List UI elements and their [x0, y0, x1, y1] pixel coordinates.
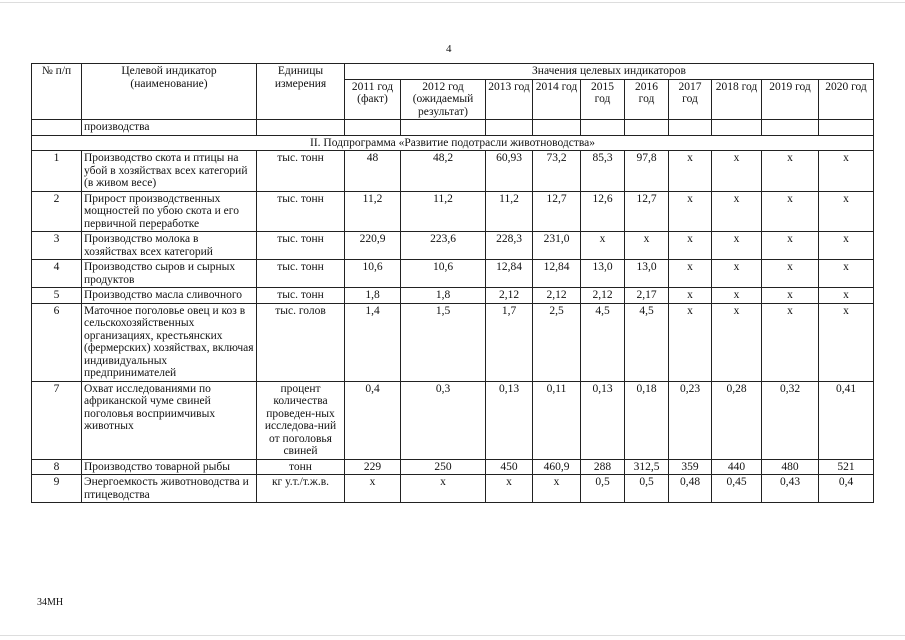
- unit-cell: процент количества проведен-ных исследова-ний от поголовья свиней: [257, 381, 345, 459]
- table-row: [32, 151, 874, 192]
- value-cell: 97,8: [625, 151, 669, 192]
- value-cell: 0,43: [762, 475, 819, 503]
- value-cell: х: [762, 151, 819, 192]
- header-year: 2020 год: [819, 79, 874, 120]
- value-cell: 220,9: [345, 232, 401, 260]
- table-row: [32, 459, 874, 475]
- header-year: 2011 год (факт): [345, 79, 401, 120]
- value-cell: 1,4: [345, 303, 401, 381]
- value-cell: х: [819, 232, 874, 260]
- value-cell: х: [819, 260, 874, 288]
- value-cell: 60,93: [486, 151, 533, 192]
- value-cell: 288: [581, 459, 625, 475]
- value-cell: 48: [345, 151, 401, 192]
- table-row: [32, 260, 874, 288]
- unit-cell: тонн: [257, 459, 345, 475]
- value-cell: 1,8: [345, 288, 401, 304]
- scan-edge-bottom: [0, 635, 905, 636]
- row-number: 1: [32, 151, 82, 192]
- value-cell: 223,6: [401, 232, 486, 260]
- value-cell: 12,6: [581, 191, 625, 232]
- value-cell: 312,5: [625, 459, 669, 475]
- table-row: [32, 381, 874, 459]
- value-cell: 231,0: [533, 232, 581, 260]
- header-num: № п/п: [32, 64, 82, 120]
- value-cell: 2,12: [533, 288, 581, 304]
- header-unit: Единицы измерения: [257, 64, 345, 120]
- indicator-name: Производство скота и птицы на убой в хозяйствах всех категорий (в живом весе): [82, 151, 257, 192]
- value-cell: х: [819, 303, 874, 381]
- table-row: [32, 288, 874, 304]
- value-cell: х: [669, 191, 712, 232]
- value-cell: х: [345, 475, 401, 503]
- value-cell: 11,2: [345, 191, 401, 232]
- value-cell: х: [819, 288, 874, 304]
- value-cell: х: [712, 288, 762, 304]
- value-cell: х: [712, 191, 762, 232]
- header-year: 2012 год (ожидаемый результат): [401, 79, 486, 120]
- value-cell: х: [819, 191, 874, 232]
- value-cell: 12,7: [625, 191, 669, 232]
- value-cell: х: [533, 475, 581, 503]
- header-year: 2013 год: [486, 79, 533, 120]
- value-cell: 460,9: [533, 459, 581, 475]
- value-cell: 2,12: [581, 288, 625, 304]
- unit-cell: тыс. голов: [257, 303, 345, 381]
- value-cell: 12,84: [533, 260, 581, 288]
- value-cell: 521: [819, 459, 874, 475]
- footer-code: 34МН: [37, 597, 64, 608]
- value-cell: х: [669, 151, 712, 192]
- unit-cell: кг у.т./т.ж.в.: [257, 475, 345, 503]
- indicator-name: Производство масла сливочного: [82, 288, 257, 304]
- row-number: 5: [32, 288, 82, 304]
- header-year: 2016 год: [625, 79, 669, 120]
- row-number: 8: [32, 459, 82, 475]
- value-cell: 250: [401, 459, 486, 475]
- value-cell: 0,13: [581, 381, 625, 459]
- indicator-name: Маточное поголовье овец и коз в сельскохозяйственных организациях, крестьянских (фермерских) хозяйствах, включая индивидуальных предпринимателей: [82, 303, 257, 381]
- indicator-name: Производство сыров и сырных продуктов: [82, 260, 257, 288]
- indicators-table: [31, 63, 874, 503]
- value-cell: 480: [762, 459, 819, 475]
- carry-over-text: производства: [82, 120, 257, 136]
- row-number: 2: [32, 191, 82, 232]
- table-row: [32, 191, 874, 232]
- indicator-name: Энергоемкость животноводства и птицеводства: [82, 475, 257, 503]
- value-cell: 11,2: [401, 191, 486, 232]
- row-number: 3: [32, 232, 82, 260]
- header-year: 2015 год: [581, 79, 625, 120]
- value-cell: 0,41: [819, 381, 874, 459]
- value-cell: х: [762, 260, 819, 288]
- header-year: 2014 год: [533, 79, 581, 120]
- value-cell: 0,48: [669, 475, 712, 503]
- value-cell: 2,12: [486, 288, 533, 304]
- unit-cell: тыс. тонн: [257, 232, 345, 260]
- table-row: [32, 475, 874, 503]
- value-cell: 12,84: [486, 260, 533, 288]
- value-cell: х: [625, 232, 669, 260]
- value-cell: 10,6: [345, 260, 401, 288]
- table-row: [32, 303, 874, 381]
- value-cell: 0,4: [345, 381, 401, 459]
- value-cell: 359: [669, 459, 712, 475]
- value-cell: 0,11: [533, 381, 581, 459]
- section-title: II. Подпрограмма «Развитие подотрасли животноводства»: [32, 135, 874, 151]
- page-number: 4: [446, 43, 452, 55]
- value-cell: 85,3: [581, 151, 625, 192]
- value-cell: х: [712, 303, 762, 381]
- row-number: 6: [32, 303, 82, 381]
- value-cell: 48,2: [401, 151, 486, 192]
- carry-over-row: [32, 120, 874, 136]
- indicator-name: Производство товарной рыбы: [82, 459, 257, 475]
- value-cell: 228,3: [486, 232, 533, 260]
- value-cell: 2,17: [625, 288, 669, 304]
- value-cell: 0,28: [712, 381, 762, 459]
- value-cell: 1,7: [486, 303, 533, 381]
- value-cell: х: [762, 191, 819, 232]
- value-cell: х: [762, 303, 819, 381]
- unit-cell: тыс. тонн: [257, 151, 345, 192]
- row-number: 4: [32, 260, 82, 288]
- indicator-name: Прирост производственных мощностей по убою скота и его первичной переработке: [82, 191, 257, 232]
- value-cell: 11,2: [486, 191, 533, 232]
- value-cell: 0,45: [712, 475, 762, 503]
- value-cell: х: [581, 232, 625, 260]
- value-cell: 0,32: [762, 381, 819, 459]
- value-cell: 2,5: [533, 303, 581, 381]
- value-cell: 0,5: [625, 475, 669, 503]
- header-year: 2019 год: [762, 79, 819, 120]
- value-cell: 0,5: [581, 475, 625, 503]
- value-cell: 0,3: [401, 381, 486, 459]
- value-cell: 0,23: [669, 381, 712, 459]
- row-number: 7: [32, 381, 82, 459]
- value-cell: 0,13: [486, 381, 533, 459]
- indicator-name: Охват исследованиями по африканской чуме свиней поголовья восприимчивых животных: [82, 381, 257, 459]
- value-cell: х: [819, 151, 874, 192]
- table-row: [32, 232, 874, 260]
- header-indicator: Целевой индикатор (наименование): [82, 64, 257, 120]
- value-cell: х: [712, 232, 762, 260]
- header-values-title: Значения целевых индикаторов: [345, 64, 874, 80]
- value-cell: 73,2: [533, 151, 581, 192]
- value-cell: х: [401, 475, 486, 503]
- value-cell: 440: [712, 459, 762, 475]
- unit-cell: тыс. тонн: [257, 260, 345, 288]
- value-cell: х: [669, 303, 712, 381]
- section-row: [32, 135, 874, 151]
- value-cell: х: [712, 260, 762, 288]
- value-cell: 0,18: [625, 381, 669, 459]
- value-cell: 450: [486, 459, 533, 475]
- value-cell: 1,8: [401, 288, 486, 304]
- value-cell: 1,5: [401, 303, 486, 381]
- value-cell: х: [669, 260, 712, 288]
- indicator-name: Производство молока в хозяйствах всех категорий: [82, 232, 257, 260]
- scan-edge-top: [0, 2, 905, 3]
- value-cell: х: [712, 151, 762, 192]
- value-cell: х: [762, 288, 819, 304]
- table-body: [32, 120, 874, 503]
- value-cell: х: [669, 288, 712, 304]
- value-cell: 13,0: [625, 260, 669, 288]
- value-cell: 0,4: [819, 475, 874, 503]
- value-cell: 13,0: [581, 260, 625, 288]
- value-cell: х: [669, 232, 712, 260]
- unit-cell: тыс. тонн: [257, 288, 345, 304]
- value-cell: х: [762, 232, 819, 260]
- value-cell: 10,6: [401, 260, 486, 288]
- header-year: 2018 год: [712, 79, 762, 120]
- unit-cell: тыс. тонн: [257, 191, 345, 232]
- header-year: 2017 год: [669, 79, 712, 120]
- value-cell: 4,5: [625, 303, 669, 381]
- value-cell: х: [486, 475, 533, 503]
- value-cell: 12,7: [533, 191, 581, 232]
- value-cell: 229: [345, 459, 401, 475]
- value-cell: 4,5: [581, 303, 625, 381]
- row-number: 9: [32, 475, 82, 503]
